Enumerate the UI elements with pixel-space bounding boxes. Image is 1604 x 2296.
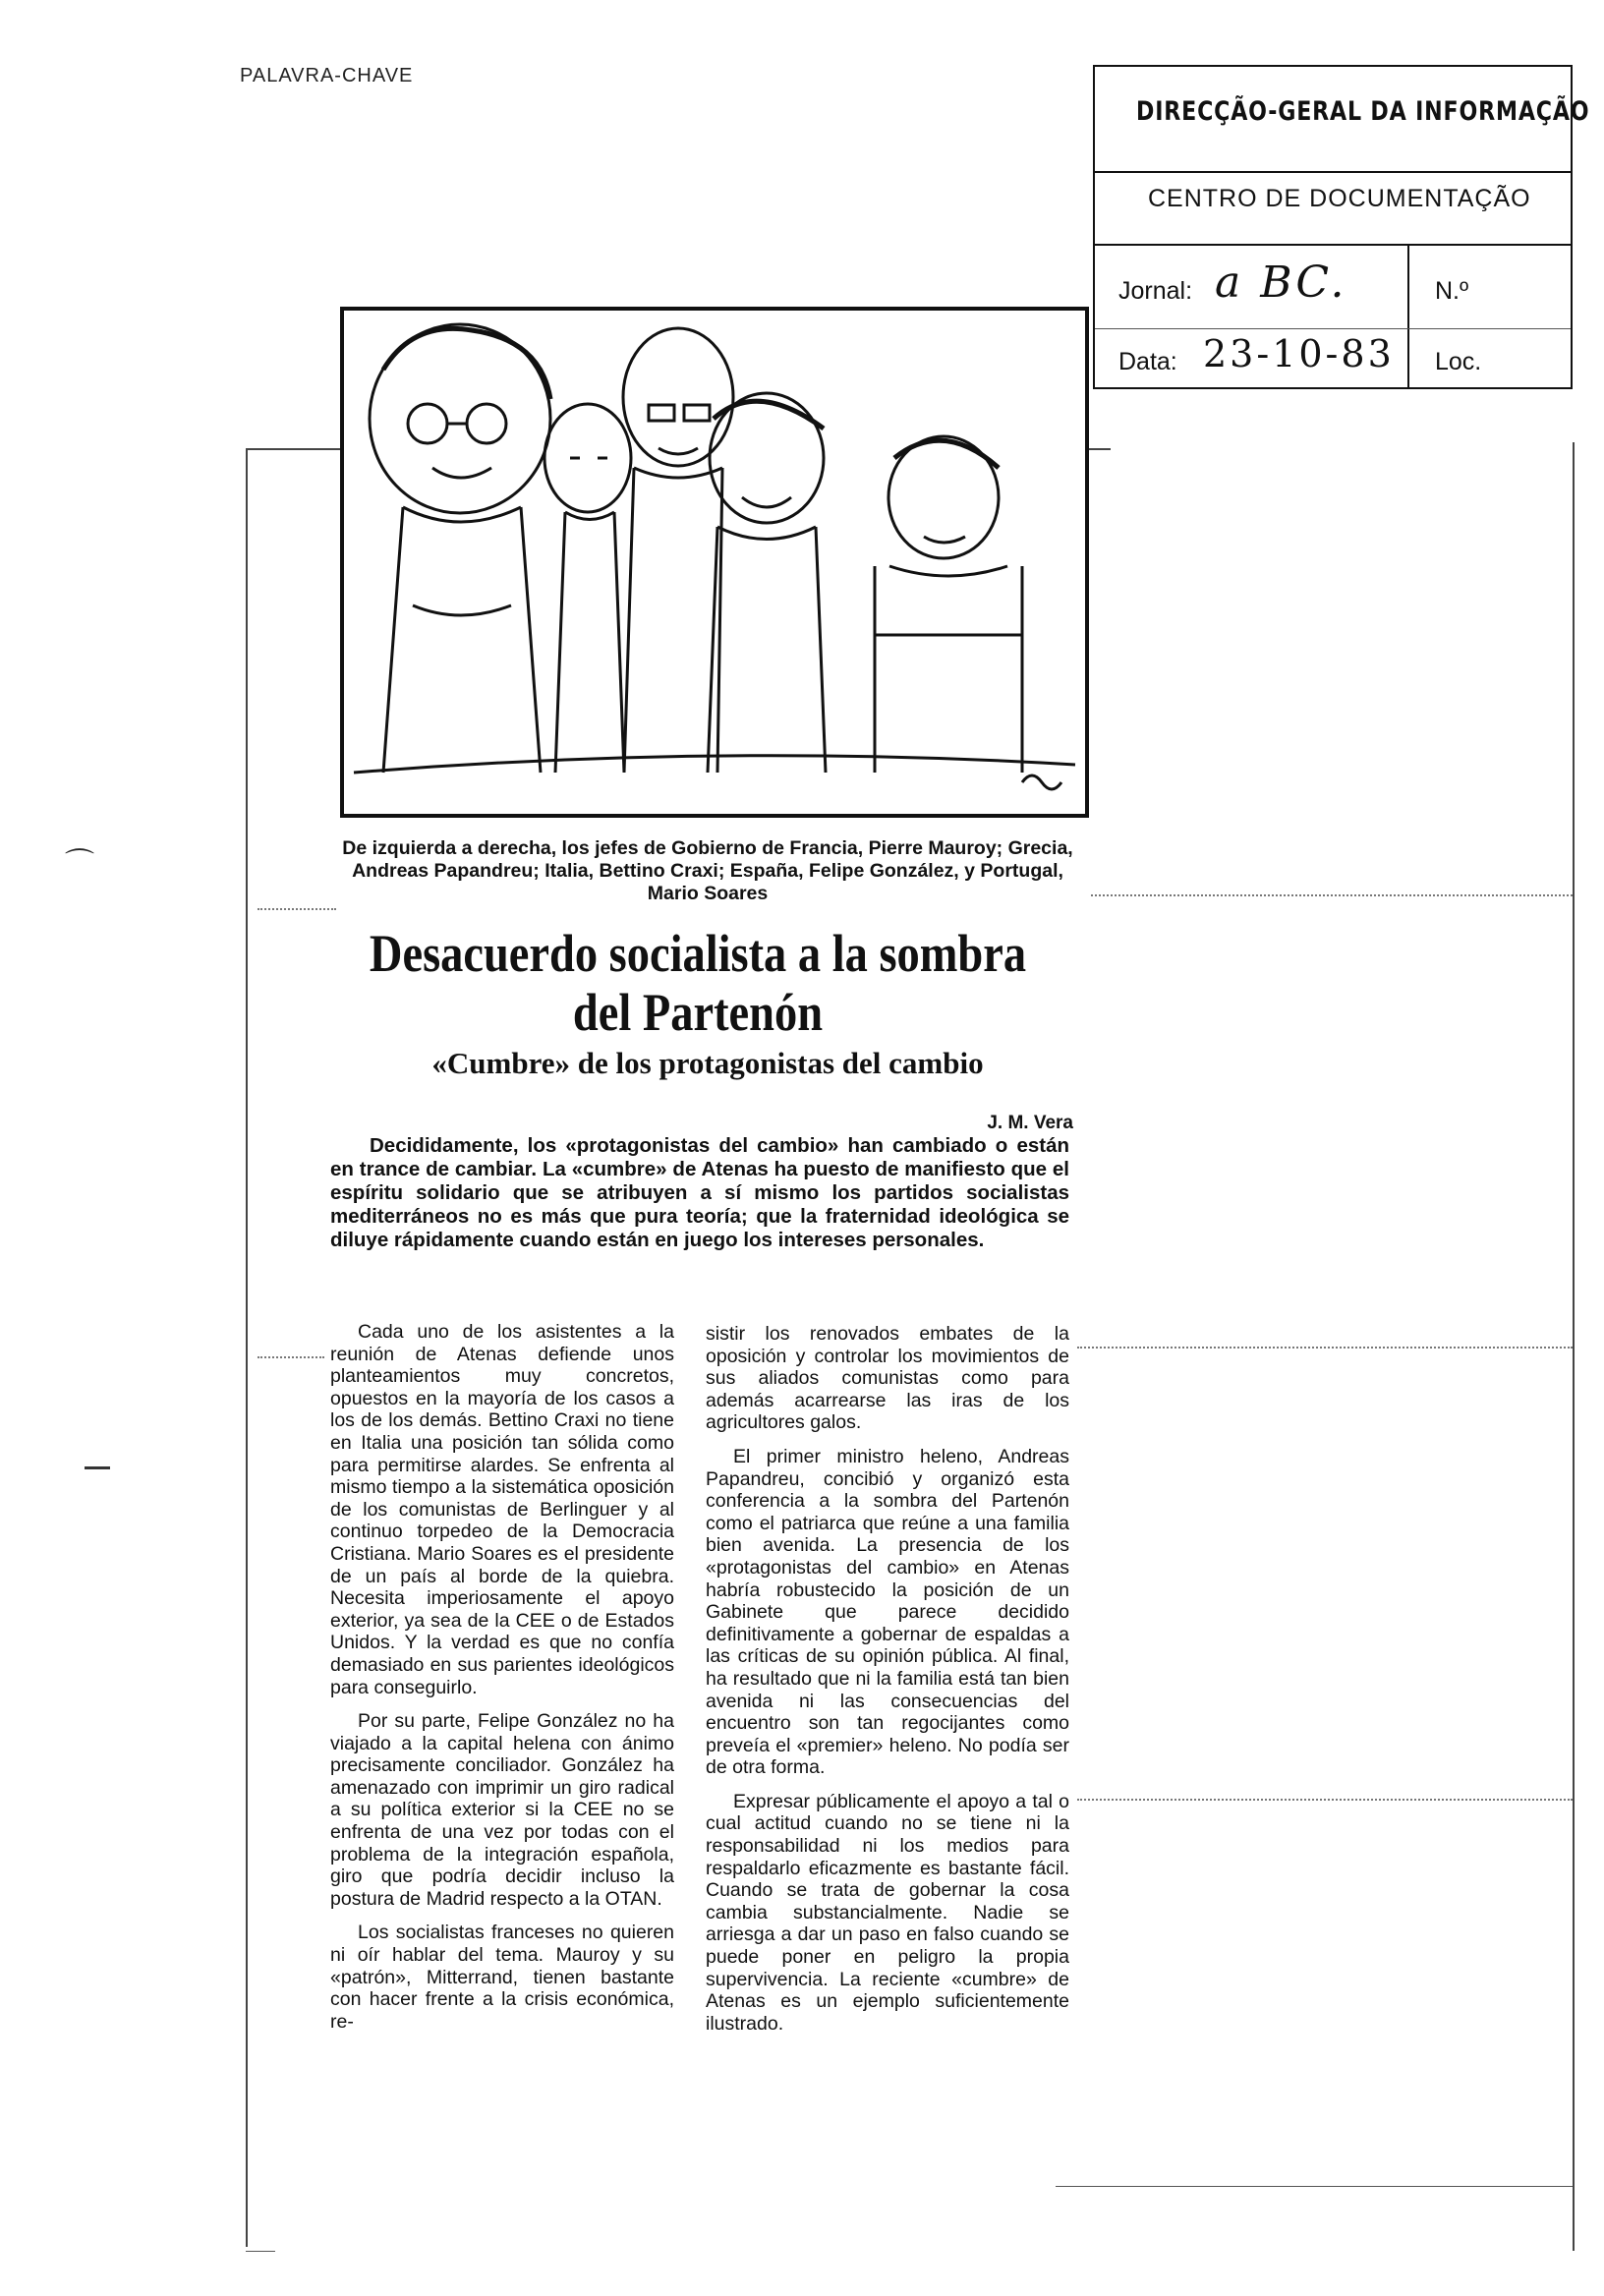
caricature-illustration xyxy=(340,307,1089,818)
photo-caption: De izquierda a derecha, los jefes de Gobierno de Francia, Pierre Mauroy; Grecia, Andreas Papandreu; Italia, Bettino Craxi; España, Felipe González, y Portugal, Mario Soares xyxy=(342,837,1073,904)
stamp-divider xyxy=(1095,328,1571,329)
body-paragraph: Los socialistas franceses no quieren ni oír hablar del tema. Mauroy y su «patrón», Mitterrand, tienen bastante con hacer frente a la crisis económica, re- xyxy=(330,1922,674,2033)
numero-label: N.º xyxy=(1435,277,1469,305)
caricature-drawing xyxy=(344,311,1085,814)
dotted-rule xyxy=(1091,894,1573,896)
dotted-rule xyxy=(1077,1799,1573,1801)
body-paragraph: Cada uno de los asistentes a la reunión de Atenas defiende unos planteamientos muy concretos, opuestos en la mayoría de los casos a los de los demás. Bettino Craxi no tiene en Italia una posición tan sólida como para permitirse alardes. Se enfrenta al mismo tiempo a la sistemática oposición de los comunistas de Berlinguer y al continuo torpedeo de la Democracia Cristiana. Mario Soares es el presidente de un país al borde de la quiebra. Necesita imperiosamente el apoyo exterior, ya sea de la CEE o de Estados Unidos. Y la verdad es que no confía demasiado en sus parientes ideológicos para conseguirlo. xyxy=(330,1321,674,1698)
body-paragraph: El primer ministro heleno, Andreas Papandreu, concibió y organizó esta conferencia a la sombra del Partenón como el patriarca que reúne a una familia bien avenida. La presencia de los «protagonistas del cambio» en Atenas habría robustecido la posición de un Gabinete que parece decidido definitivamente a gobernar de espaldas a las críticas de su opinión pública. Al final, ha resultado que ni la familia está tan bien avenida ni las consecuencias del encuentro son tan regocijantes como preveía el «premier» heleno. No podía ser de otra forma. xyxy=(706,1445,1069,1779)
stray-mark xyxy=(85,1466,110,1469)
floor-line xyxy=(354,756,1075,773)
dotted-rule xyxy=(258,908,336,910)
jornal-label: Jornal: xyxy=(1118,277,1193,305)
body-column-1 xyxy=(330,1321,674,2044)
jornal-value: a BC. xyxy=(1215,258,1347,308)
stray-mark: ⌒ xyxy=(65,848,94,881)
dotted-rule xyxy=(1077,1347,1573,1349)
stamp-department: CENTRO DE DOCUMENTAÇÃO xyxy=(1148,185,1531,212)
frame-left-line xyxy=(246,448,248,2247)
artist-signature xyxy=(1022,775,1061,789)
documentation-stamp xyxy=(1093,65,1590,389)
stamp-divider xyxy=(1095,244,1571,246)
stamp-header-row xyxy=(1095,67,1590,173)
lead-paragraph: Decididamente, los «protagonistas del cambio» han cambiado o están en trance de cambiar. La «cumbre» de Atenas ha puesto de manifiesto que el espíritu solidario que se atribuyen a sí mismo los partidos socialistas mediterráneos no es más que pura teoría; que la fraternidad ideológica se diluye rápidamente cuando están en juego los intereses personales. xyxy=(330,1134,1069,1251)
body-column-2 xyxy=(706,1323,1069,2046)
body-paragraph: Por su parte, Felipe González no ha viajado a la capital helena con ánimo precisamente conciliador. González ha amenazado con imprimir un giro radical a su política exterior si la CEE no se enfrenta de una vez por todas con el problema de la integración española, giro que podría decidir incluso la postura de Madrid respecto a la OTAN. xyxy=(330,1710,674,1910)
solid-rule xyxy=(1056,2186,1573,2187)
subheadline: «Cumbre» de los protagonistas del cambio xyxy=(431,1046,984,1080)
data-value: 23-10-83 xyxy=(1203,332,1395,375)
body-paragraph: sistir los renovados embates de la oposición y controlar los movimientos de sus aliados comunistas como para además acarrearse las iras de los agricultores galos. xyxy=(706,1323,1069,1434)
headline: Desacuerdo socialista a la sombra del Partenón xyxy=(369,924,1027,1042)
data-label: Data: xyxy=(1118,348,1177,375)
stamp-column-divider xyxy=(1407,244,1409,387)
dotted-rule xyxy=(258,1356,324,1358)
stamp-agency: DIRECÇÃO-GERAL DA INFORMAÇÃO xyxy=(1136,96,1590,127)
frame-right-line xyxy=(1573,442,1575,2251)
figure-gonzalez xyxy=(710,393,824,523)
body-paragraph: Expresar públicamente el apoyo a tal o cual actitud cuando no se tiene ni la responsabilidad ni los medios para respaldarlo eficazmente es bastante fácil. Cuando se trata de gobernar la cosa cambia substancialmente. Nadie se arriesga a dar un paso en falso cuando se puede poner en peligro la propia supervivencia. La reciente «cumbre» de Atenas es un ejemplo suficientemente ilustrado. xyxy=(706,1790,1069,2035)
byline: J. M. Vera xyxy=(987,1113,1073,1133)
figure-papandreu xyxy=(544,404,631,512)
figure-craxi xyxy=(623,328,733,466)
keyword-label: PALAVRA-CHAVE xyxy=(240,65,414,86)
solid-rule xyxy=(246,2251,275,2252)
loc-label: Loc. xyxy=(1435,348,1482,375)
